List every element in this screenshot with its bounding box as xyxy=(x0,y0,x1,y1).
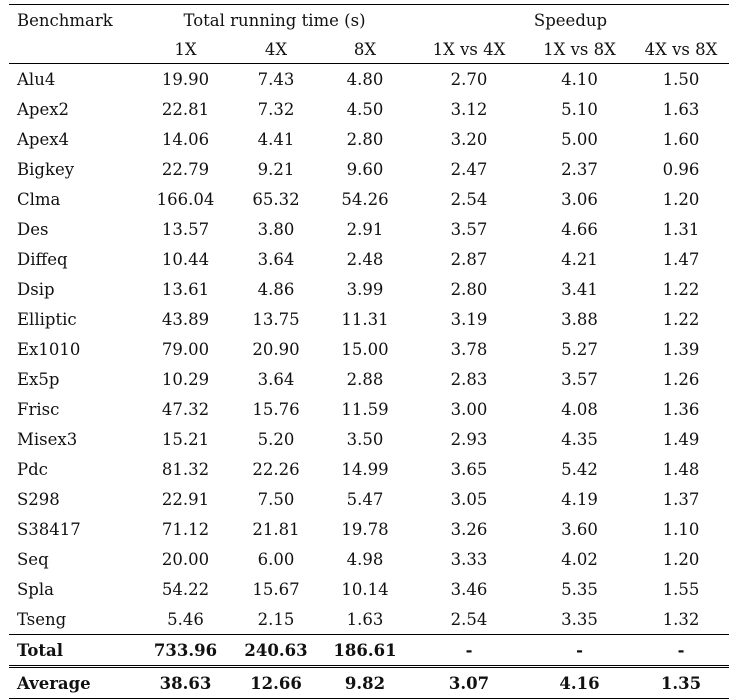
value-cell: 1.35 xyxy=(633,667,729,699)
value-cell: - xyxy=(526,635,633,667)
value-cell: 22.91 xyxy=(161,489,210,509)
benchmark-name-cell: Elliptic xyxy=(17,309,77,329)
value-cell: 14.06 xyxy=(161,129,210,149)
value-cell: 1.10 xyxy=(662,519,700,539)
value-cell: 4.35 xyxy=(561,429,598,449)
col-header-1x-vs-4x: 1X vs 4X xyxy=(432,39,506,59)
table-row xyxy=(9,364,729,394)
value-cell: 1.32 xyxy=(662,609,700,629)
header-column-row xyxy=(9,35,729,64)
benchmark-name-cell: Diffeq xyxy=(17,249,68,269)
value-cell: 71.12 xyxy=(161,519,210,539)
value-cell: 9.60 xyxy=(346,159,384,179)
value-cell: 3.19 xyxy=(450,309,488,329)
value-cell: 10.29 xyxy=(161,369,210,389)
value-cell: 3.57 xyxy=(561,369,598,389)
benchmark-name-cell: Pdc xyxy=(17,459,48,479)
table-row xyxy=(9,514,729,544)
value-cell: 3.00 xyxy=(450,399,488,419)
value-cell: 3.07 xyxy=(412,667,526,699)
value-cell: 2.37 xyxy=(561,159,598,179)
value-cell: 3.46 xyxy=(450,579,488,599)
value-cell: 4.80 xyxy=(318,64,412,95)
value-cell: 13.61 xyxy=(161,279,210,299)
table-row xyxy=(9,454,729,484)
table-row xyxy=(9,184,729,214)
benchmark-name-cell: Frisc xyxy=(17,399,60,419)
value-cell: 3.64 xyxy=(257,249,295,269)
value-cell: 1.22 xyxy=(662,309,700,329)
value-cell: 12.66 xyxy=(234,667,318,699)
value-cell: 5.42 xyxy=(561,459,598,479)
table-row xyxy=(9,64,729,95)
value-cell: 3.50 xyxy=(346,429,384,449)
value-cell: 186.61 xyxy=(318,635,412,667)
value-cell: 4.19 xyxy=(561,489,598,509)
value-cell: 1.39 xyxy=(662,339,700,359)
table-row xyxy=(9,394,729,424)
value-cell: 9.82 xyxy=(318,667,412,699)
results-table-container xyxy=(9,4,729,699)
value-cell: 2.88 xyxy=(346,369,384,389)
value-cell: 3.78 xyxy=(450,339,488,359)
value-cell: 3.20 xyxy=(450,129,488,149)
value-cell: 3.05 xyxy=(450,489,488,509)
value-cell: 2.91 xyxy=(346,219,384,239)
value-cell: 2.70 xyxy=(412,64,526,95)
value-cell: 2.83 xyxy=(450,369,488,389)
benchmark-name-cell: Ex5p xyxy=(17,369,60,389)
table-row xyxy=(9,274,729,304)
value-cell: 3.60 xyxy=(561,519,598,539)
value-cell: 3.41 xyxy=(561,279,598,299)
value-cell: 22.81 xyxy=(161,99,210,119)
value-cell: 22.79 xyxy=(161,159,210,179)
value-cell: 4.66 xyxy=(561,219,598,239)
table-row xyxy=(9,94,729,124)
table-row xyxy=(9,304,729,334)
value-cell: 9.21 xyxy=(257,159,295,179)
value-cell: 1.63 xyxy=(662,99,700,119)
value-cell: 5.00 xyxy=(561,129,598,149)
value-cell: 1.31 xyxy=(662,219,700,239)
value-cell: 81.32 xyxy=(161,459,210,479)
value-cell: 2.48 xyxy=(346,249,384,269)
value-cell: 2.93 xyxy=(450,429,488,449)
value-cell: 5.20 xyxy=(257,429,295,449)
value-cell: 2.15 xyxy=(257,609,295,629)
value-cell: 240.63 xyxy=(234,635,318,667)
value-cell: 54.22 xyxy=(161,579,210,599)
table-row xyxy=(9,124,729,154)
value-cell: 5.47 xyxy=(346,489,384,509)
benchmark-name-cell: Bigkey xyxy=(17,159,75,179)
value-cell: 1.63 xyxy=(346,609,384,629)
value-cell: 15.00 xyxy=(341,339,389,359)
value-cell: 10.14 xyxy=(341,579,389,599)
value-cell: 4.02 xyxy=(561,549,598,569)
header-spacer xyxy=(9,35,137,64)
value-cell: 0.96 xyxy=(662,159,700,179)
value-cell: - xyxy=(633,635,729,667)
value-cell: 2.54 xyxy=(450,189,488,209)
benchmark-name-cell: Apex2 xyxy=(17,99,70,119)
benchmark-name-cell: Apex4 xyxy=(17,129,70,149)
value-cell: 47.32 xyxy=(161,399,210,419)
benchmark-header: Benchmark xyxy=(9,5,137,36)
value-cell: 733.96 xyxy=(137,635,234,667)
value-cell: 3.35 xyxy=(561,609,598,629)
value-cell: 1.20 xyxy=(662,549,700,569)
value-cell: 20.00 xyxy=(161,549,210,569)
value-cell: 1.60 xyxy=(662,129,700,149)
value-cell: 1.50 xyxy=(633,64,729,95)
total-row xyxy=(9,635,729,667)
benchmark-name-cell: S298 xyxy=(17,489,60,509)
value-cell: 3.26 xyxy=(450,519,488,539)
value-cell: 2.80 xyxy=(346,129,384,149)
benchmark-name-cell: Clma xyxy=(17,189,61,209)
benchmark-name-cell: Dsip xyxy=(17,279,55,299)
value-cell: 7.50 xyxy=(257,489,295,509)
benchmark-results-table xyxy=(9,4,729,699)
value-cell: 10.44 xyxy=(161,249,210,269)
benchmark-name-cell: S38417 xyxy=(17,519,81,539)
table-row xyxy=(9,604,729,635)
table-row xyxy=(9,214,729,244)
benchmark-name-cell: Tseng xyxy=(17,609,67,629)
value-cell: 11.59 xyxy=(341,399,389,419)
table-row xyxy=(9,424,729,454)
value-cell: 5.46 xyxy=(167,609,204,629)
value-cell: 3.80 xyxy=(257,219,295,239)
value-cell: 5.10 xyxy=(561,99,598,119)
value-cell: 1.47 xyxy=(662,249,700,269)
value-cell: 4.86 xyxy=(257,279,295,299)
table-row xyxy=(9,484,729,514)
table-row xyxy=(9,574,729,604)
value-cell: 1.37 xyxy=(662,489,700,509)
value-cell: 1.20 xyxy=(662,189,700,209)
value-cell: 7.43 xyxy=(234,64,318,95)
benchmark-name-cell: Ex1010 xyxy=(17,339,81,359)
value-cell: 79.00 xyxy=(161,339,210,359)
benchmark-name-cell: Spla xyxy=(17,579,54,599)
table-row xyxy=(9,244,729,274)
value-cell: 5.35 xyxy=(561,579,598,599)
value-cell: 4.50 xyxy=(346,99,384,119)
col-header-4x-vs-8x: 4X vs 8X xyxy=(644,39,718,59)
value-cell: 21.81 xyxy=(252,519,300,539)
value-cell: 13.57 xyxy=(161,219,210,239)
col-header-4x: 4X xyxy=(264,39,288,59)
value-cell: 15.67 xyxy=(252,579,300,599)
benchmark-name-cell: Des xyxy=(17,219,49,239)
value-cell: 54.26 xyxy=(341,189,389,209)
value-cell: 19.78 xyxy=(341,519,389,539)
value-cell: 4.16 xyxy=(526,667,633,699)
value-cell: 3.99 xyxy=(346,279,384,299)
value-cell: 4.98 xyxy=(346,549,384,569)
value-cell: 15.21 xyxy=(161,429,210,449)
value-cell: 1.22 xyxy=(662,279,700,299)
benchmark-name-cell: Average xyxy=(9,667,137,699)
value-cell: 14.99 xyxy=(341,459,389,479)
benchmark-name-cell: Seq xyxy=(17,549,49,569)
value-cell: 38.63 xyxy=(137,667,234,699)
benchmark-name-cell: Alu4 xyxy=(9,64,137,95)
value-cell: 5.27 xyxy=(561,339,598,359)
value-cell: 166.04 xyxy=(156,189,215,209)
value-cell: 4.41 xyxy=(257,129,295,149)
benchmark-name-cell: Misex3 xyxy=(17,429,78,449)
value-cell: 4.10 xyxy=(526,64,633,95)
value-cell: 43.89 xyxy=(161,309,210,329)
value-cell: 15.76 xyxy=(252,399,300,419)
col-header-1x-vs-8x: 1X vs 8X xyxy=(543,39,616,59)
value-cell: 1.26 xyxy=(662,369,700,389)
value-cell: 20.90 xyxy=(252,339,300,359)
value-cell: 4.08 xyxy=(561,399,598,419)
value-cell: 3.33 xyxy=(450,549,488,569)
average-row xyxy=(9,667,729,699)
value-cell: 2.87 xyxy=(450,249,488,269)
value-cell: 3.57 xyxy=(450,219,488,239)
value-cell: 3.64 xyxy=(257,369,295,389)
col-header-8x: 8X xyxy=(353,39,377,59)
value-cell: 1.36 xyxy=(662,399,700,419)
total-running-time-header: Total running time (s) xyxy=(137,5,412,36)
value-cell: 1.49 xyxy=(662,429,700,449)
value-cell: 3.88 xyxy=(561,309,598,329)
header-group-row xyxy=(9,5,729,36)
value-cell: 3.12 xyxy=(450,99,488,119)
value-cell: 22.26 xyxy=(252,459,300,479)
benchmark-name-cell: Total xyxy=(9,635,137,667)
value-cell: 7.32 xyxy=(257,99,295,119)
speedup-header: Speedup xyxy=(412,5,729,36)
value-cell: 1.55 xyxy=(662,579,700,599)
value-cell: 19.90 xyxy=(137,64,234,95)
value-cell: 1.48 xyxy=(662,459,700,479)
table-row xyxy=(9,154,729,184)
col-header-1x: 1X xyxy=(174,39,197,59)
value-cell: 4.21 xyxy=(561,249,598,269)
value-cell: - xyxy=(412,635,526,667)
value-cell: 6.00 xyxy=(257,549,295,569)
table-row xyxy=(9,544,729,574)
value-cell: 13.75 xyxy=(252,309,300,329)
value-cell: 3.65 xyxy=(450,459,488,479)
value-cell: 3.06 xyxy=(561,189,598,209)
value-cell: 2.54 xyxy=(450,609,488,629)
value-cell: 2.80 xyxy=(450,279,488,299)
value-cell: 65.32 xyxy=(252,189,300,209)
table-row xyxy=(9,334,729,364)
value-cell: 11.31 xyxy=(341,309,389,329)
value-cell: 2.47 xyxy=(450,159,488,179)
